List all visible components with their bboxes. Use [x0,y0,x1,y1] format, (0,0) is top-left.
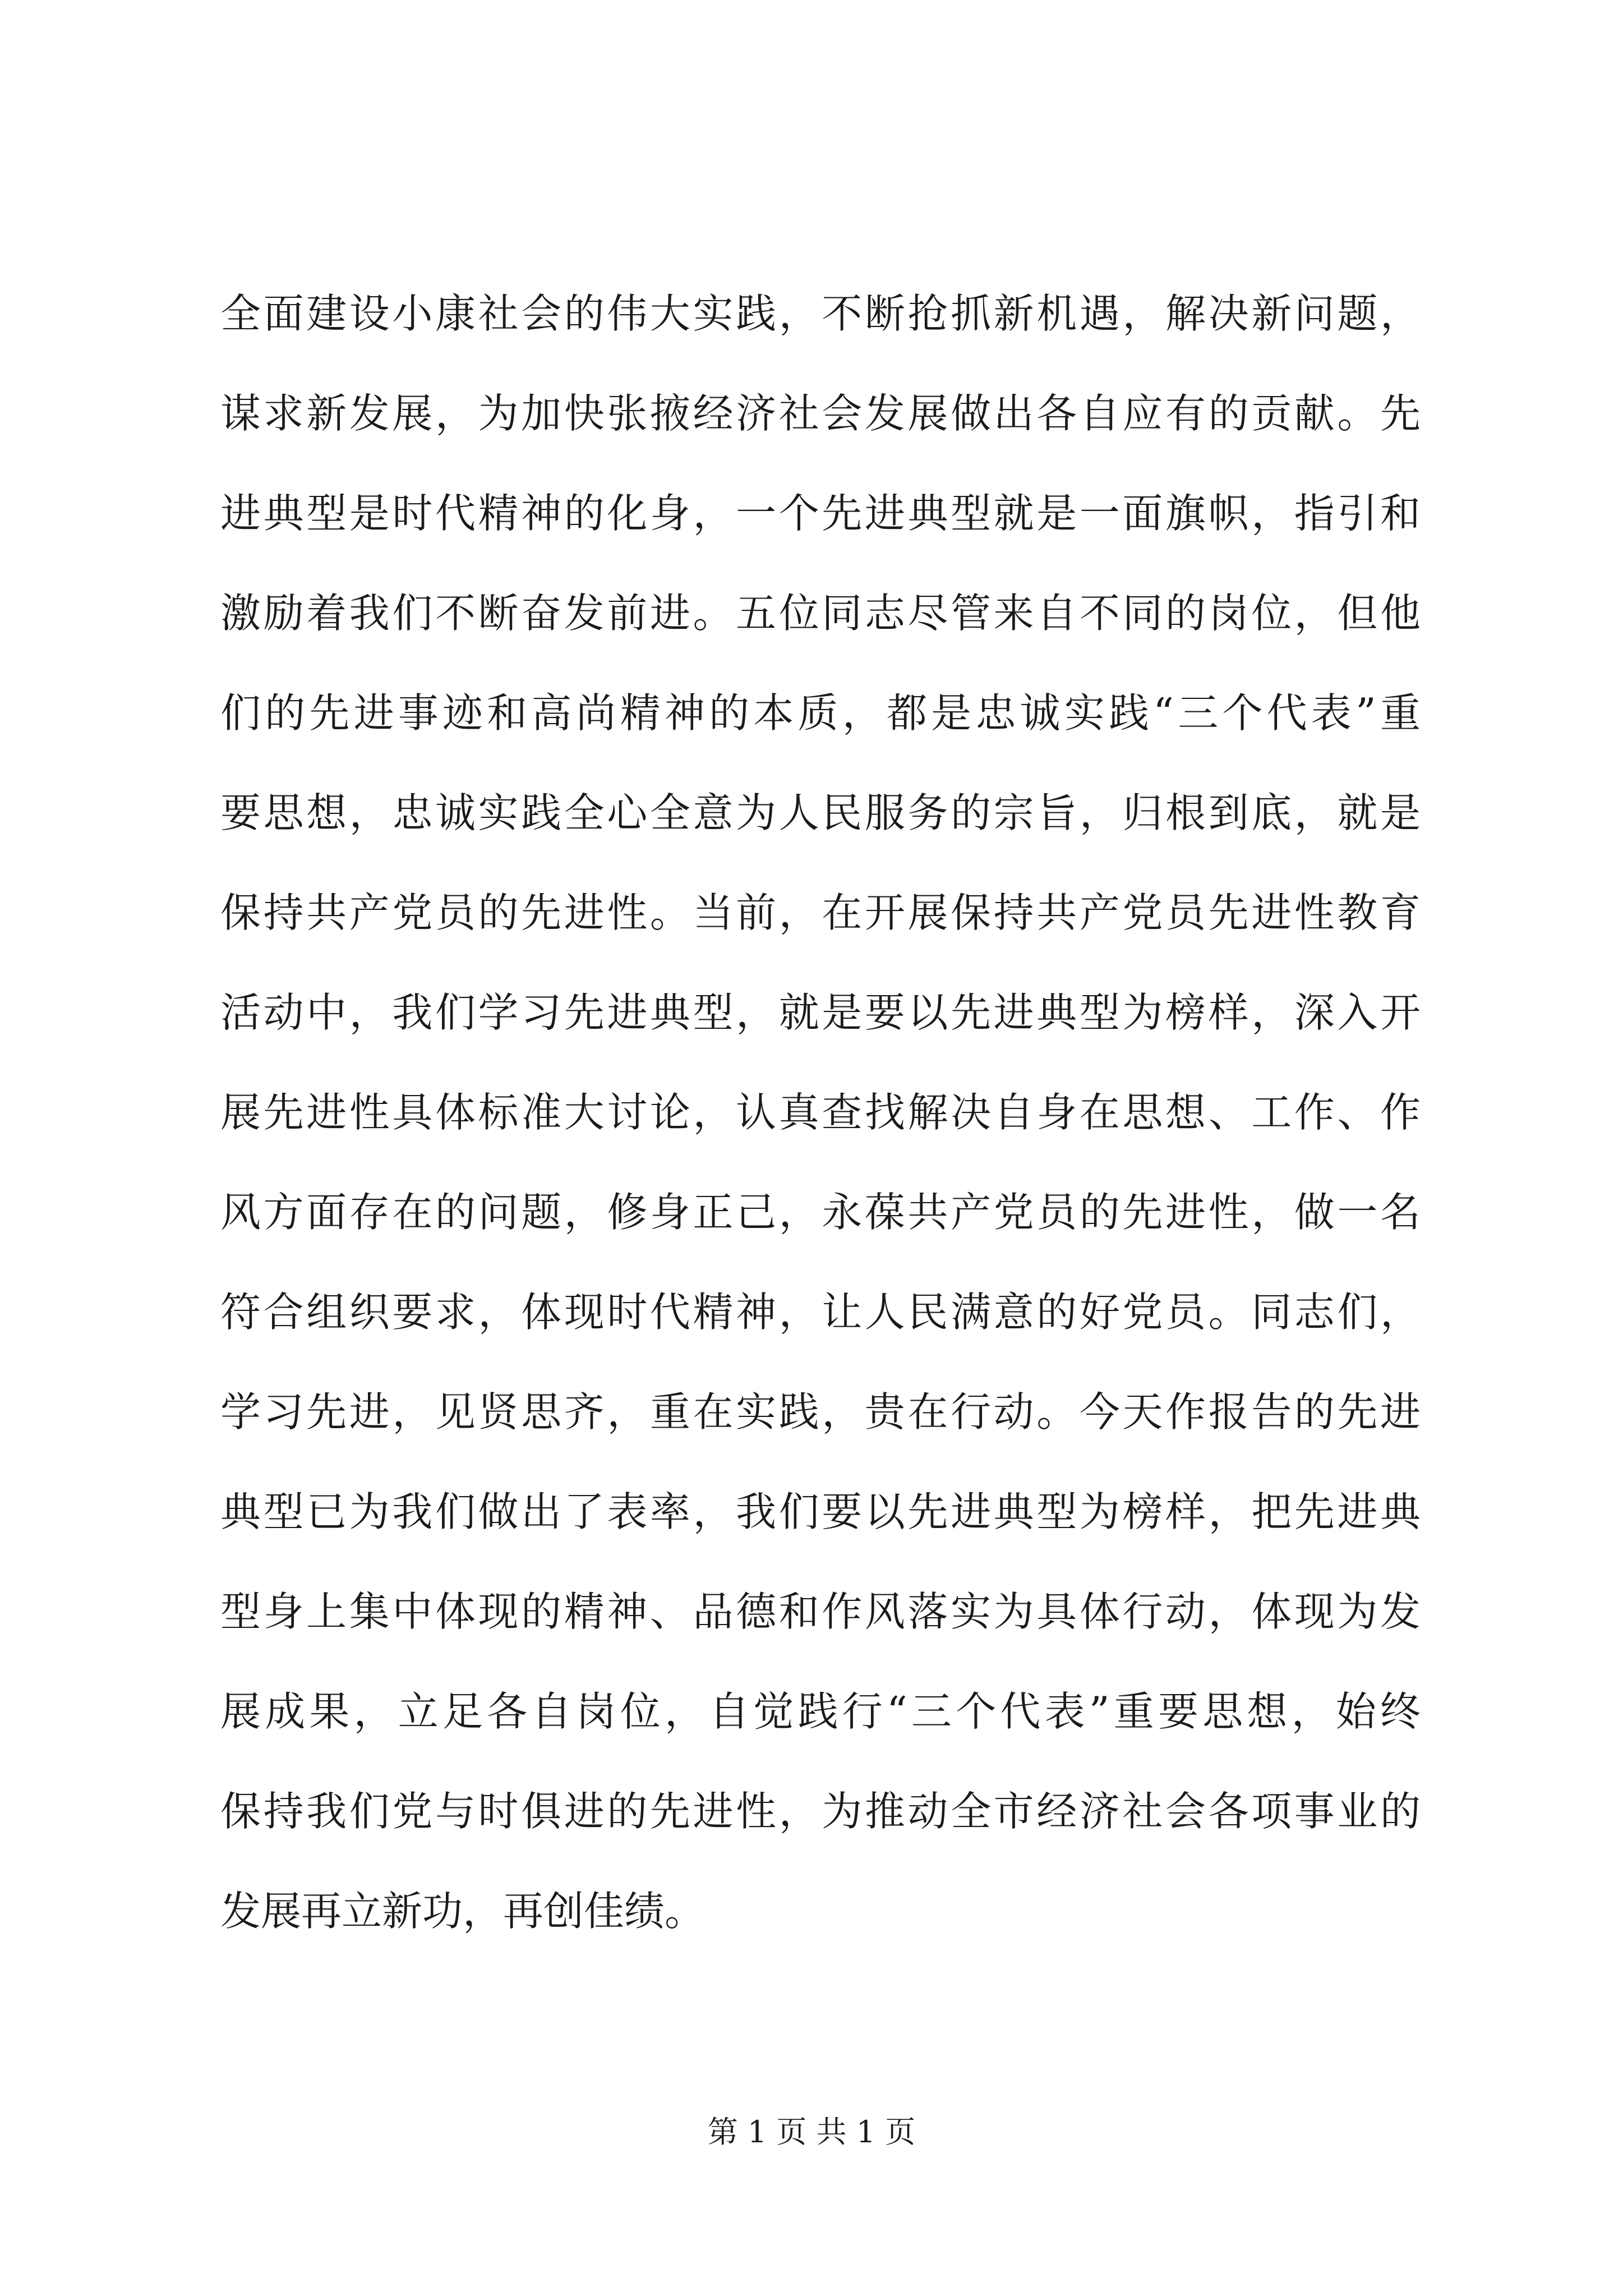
text-line: 发展再立新功，再创佳绩。 [220,1888,706,1935]
text-line: 展先进性具体标准大讨论，认真查找解决自身在思想、工作、作 [220,1089,1421,1136]
body-paragraph [220,264,1421,1961]
text-line: 全面建设小康社会的伟大实践，不断抢抓新机遇，解决新问题， [220,290,1421,337]
text-line: 们的先进事迹和高尚精神的本质，都是忠诚实践“三个代表”重 [220,689,1421,737]
text-line: 保持我们党与时俱进的先进性，为推动全市经济社会各项事业的 [220,1788,1421,1835]
page-number-footer: 第 1 页 共 1 页 [707,2114,916,2150]
text-line: 进典型是时代精神的化身，一个先进典型就是一面旗帜，指引和 [220,490,1421,537]
text-line: 展成果，立足各自岗位，自觉践行“三个代表”重要思想，始终 [220,1688,1421,1735]
text-line: 典型已为我们做出了表率，我们要以先进典型为榜样，把先进典 [220,1488,1421,1535]
text-line: 活动中，我们学习先进典型，就是要以先进典型为榜样，深入开 [220,989,1421,1036]
text-line: 保持共产党员的先进性。当前，在开展保持共产党员先进性教育 [220,889,1421,936]
text-line: 要思想，忠诚实践全心全意为人民服务的宗旨，归根到底，就是 [220,789,1421,836]
text-line: 激励着我们不断奋发前进。五位同志尽管来自不同的岗位，但他 [220,590,1421,637]
text-line: 风方面存在的问题，修身正己，永葆共产党员的先进性，做一名 [220,1189,1421,1236]
text-line: 型身上集中体现的精神、品德和作风落实为具体行动，体现为发 [220,1588,1421,1635]
text-line: 谋求新发展，为加快张掖经济社会发展做出各自应有的贡献。先 [220,390,1421,437]
text-line: 符合组织要求，体现时代精神，让人民满意的好党员。同志们， [220,1289,1421,1336]
text-line: 学习先进，见贤思齐，重在实践，贵在行动。今天作报告的先进 [220,1388,1421,1435]
